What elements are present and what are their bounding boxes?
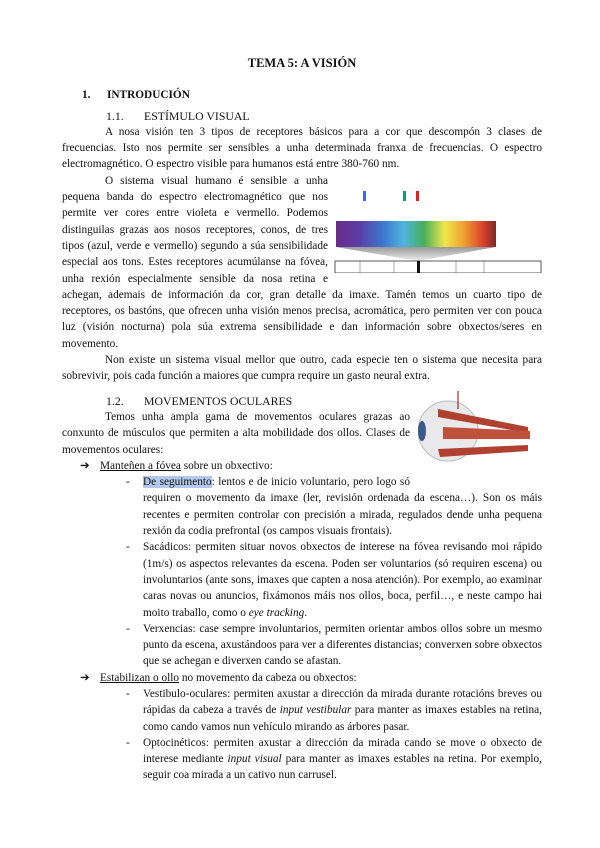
subsection-label: MOVEMENTOS OCULARES (144, 393, 293, 408)
item-text: Vestibulo-oculares: permiten axustar a dirección da mirada durante rotacións breves ou rápidas da cabeza a través de (143, 687, 542, 717)
item-text: . (304, 606, 308, 619)
em-spectrum-table (335, 261, 541, 273)
item-text: Verxencias: case sempre involuntarios, permiten orientar ambos ollos sobre un mesmo punto da escena, axustándoos para ver a diferentes distancias; converxen sobre obxectos que se achegan e diverxen cando se afastan. (143, 622, 543, 668)
item-text: para manter as imaxes estables na retina. Por exemplo, seguir coa mirada a un cativo nun carrusel. (143, 753, 542, 782)
selected-text[interactable]: De seguimento (143, 476, 212, 489)
item-emphasis: eye tracking (248, 606, 305, 619)
list-item-estabilizan-ollo (80, 670, 542, 686)
subsection-number: 1.2. (106, 393, 124, 408)
list-item-mantenen-fovea (80, 458, 542, 474)
spectrum-figure (334, 177, 542, 273)
section-heading-introducion (82, 87, 542, 103)
list-item (126, 621, 542, 670)
arrow-bullet-icon: ➔ (80, 459, 90, 472)
paragraph: O sistema visual humano é sensible a unha pequena banda do espectro electromagnético que nos permite ver cores entre violeta e vermello. Podemos distinguilas grazas aos nosos receptores, conos, de tres tipos (azul, verde e vermello) segundo a súa sensibilidade especial aos tons. Estes receptores acumúlanse na fóvea, unha rexión especialmente sensible da nosa retina e achegan, ademais de información da cor, gran detalle da imaxe. Tamén temos un cuarto tipo de receptores, os bastóns, que ofrecen unha visión menos precisa, acromática, pero permiten ver con pouca luz (visión nocturna) pola súa extrema sensibilidade e dan información sobre obxectos/seres en movemento. (62, 174, 542, 350)
group-label: Manteñen a fóvea (100, 459, 181, 472)
list-item (126, 539, 542, 620)
list-item (126, 474, 542, 539)
dash-bullet: - (126, 736, 130, 749)
dash-bullet: - (126, 541, 130, 554)
subsection-number: 1.1. (106, 108, 124, 123)
subsection-heading-estimulo (106, 108, 542, 124)
item-emphasis: input vestibular (279, 704, 352, 717)
green-cone-marker (403, 191, 406, 201)
dash-bullet: - (126, 476, 130, 489)
item-text: Sacádicos: permiten situar novos obxectos de interese na fóvea revisando moi rápido (1m/s) os aspectos relevantes da escena. Poden ser voluntarios (só requiren escena) ou involuntarios (ante sons, imaxes que capten a nosa atención). Por exemplo, ao examinar caras novas ou anuncios, fixámonos máis nos ollos, boca, perfil…, e neste campo hai moito traballo, como o (143, 541, 542, 619)
blue-cone-marker (363, 191, 366, 201)
group-label: Estabilizan o ollo (100, 671, 180, 684)
group-text: sobre un obxectivo: (180, 459, 273, 472)
arrow-bullet-icon: ➔ (80, 671, 90, 684)
section-number: 1. (82, 89, 91, 102)
item-text: : lentos e de inicio voluntario, pero logo só requiren o movemento da imaxe (ler, revisión ordenada da escena…). Son os máis recentes e permiten controlar con precisión a mirada, regulados dende unha pequena rexión da codia prefrontal (os campos visuais frontais). (143, 476, 542, 538)
paragraph: Non existe un sistema visual mellor que outro, cada especie ten o sistema que necesita para sobrevivir, pois cada función a maiores que cumpra require un gasto neural extra. (62, 354, 542, 383)
subsection-label: ESTÍMULO VISUAL (144, 108, 250, 123)
list-item (126, 735, 542, 784)
dash-bullet: - (126, 622, 130, 635)
group-text: no movemento da cabeza ou obxectos: (179, 671, 357, 684)
list-item (126, 686, 542, 735)
section-label: INTRODUCIÓN (107, 89, 190, 102)
paragraph: A nosa visión ten 3 tipos de receptores básicos para a cor que descompón 3 clases de frecuencias. Isto nos permite ser sensibles a unha determinada franxa de frecuencias. O espectro electromagnético. O espectro visible para humanos está entre 380-760 nm. (62, 125, 542, 171)
item-text: para manter as imaxes estables na retina, como cando vamos nun vehículo mirando as árbores pasar. (143, 704, 542, 733)
visible-spectrum-bar (336, 221, 496, 247)
red-cone-marker (416, 191, 419, 201)
dash-bullet: - (126, 687, 130, 700)
item-emphasis: input visual (227, 753, 282, 766)
document-title: TEMA 5: A VISIÓN (247, 56, 357, 70)
document-page (62, 55, 542, 784)
paragraph: Temos unha ampla gama de movementos oculares grazas ao conxunto de músculos que permiten a alta mobilidade dos ollos. Clases de movementos oculares: (62, 410, 410, 456)
item-text: Optocinéticos: permiten axustar a dirección da mirada cando se move o obxecto de interese mediante (143, 736, 542, 766)
